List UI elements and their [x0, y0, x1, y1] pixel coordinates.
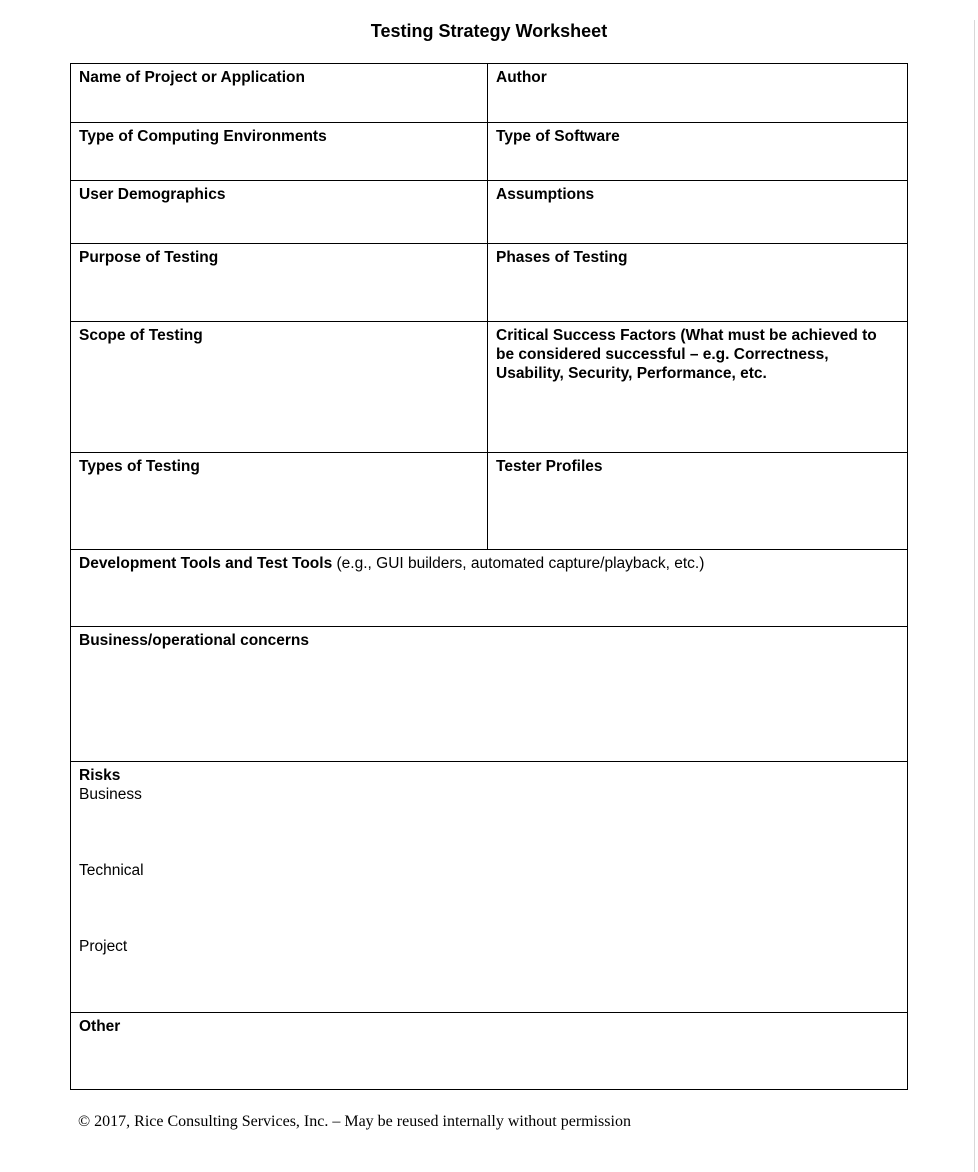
table-row — [71, 244, 908, 322]
table-row — [71, 123, 908, 181]
copyright-footer: © 2017, Rice Consulting Services, Inc. – May be reused internally without permission — [78, 1113, 631, 1130]
table-row — [71, 453, 908, 550]
cell-critical-success-factors — [488, 322, 908, 453]
cell-phases-of-testing — [488, 244, 908, 322]
table-row — [71, 627, 908, 762]
field-label: Purpose of Testing — [79, 249, 219, 266]
cell-purpose-of-testing — [71, 244, 488, 322]
cell-computing-environments — [71, 123, 488, 181]
page-edge-line — [974, 20, 975, 1172]
field-label: Scope of Testing — [79, 327, 203, 344]
field-label: Phases of Testing — [496, 249, 628, 266]
cell-risks — [71, 762, 908, 1013]
field-label: Risks — [79, 767, 121, 784]
cell-development-tools — [71, 550, 908, 627]
cell-assumptions — [488, 181, 908, 244]
table-row — [71, 1013, 908, 1090]
field-label: Tester Profiles — [496, 458, 603, 475]
field-label: Assumptions — [496, 186, 595, 203]
risk-subitem-project: Project — [79, 938, 128, 955]
field-label: Name of Project or Application — [79, 69, 305, 86]
cell-user-demographics — [71, 181, 488, 244]
table-row — [71, 64, 908, 123]
table-row — [71, 550, 908, 627]
cell-other — [71, 1013, 908, 1090]
field-label: Business/operational concerns — [79, 632, 309, 649]
worksheet-table — [70, 63, 908, 1090]
cell-business-concerns — [71, 627, 908, 762]
table-row — [71, 322, 908, 453]
field-label: User Demographics — [79, 186, 226, 203]
field-label: Type of Software — [496, 128, 620, 145]
field-label: Type of Computing Environments — [79, 128, 327, 145]
field-label: Types of Testing — [79, 458, 200, 475]
table-row — [71, 762, 908, 1013]
table-row — [71, 181, 908, 244]
cell-scope-of-testing — [71, 322, 488, 453]
risk-subitem-technical: Technical — [79, 862, 144, 879]
cell-project-name — [71, 64, 488, 123]
cell-software-type — [488, 123, 908, 181]
cell-author — [488, 64, 908, 123]
cell-types-of-testing — [71, 453, 488, 550]
field-label: Critical Success Factors (What must be achieved to be considered successful – e.g. Correctness, Usability, Security, Performance, etc. — [496, 327, 877, 382]
field-label: Development Tools and Test Tools — [79, 555, 333, 572]
cell-tester-profiles — [488, 453, 908, 550]
field-label: Other — [79, 1018, 121, 1035]
field-label: Author — [496, 69, 547, 86]
field-label-note: (e.g., GUI builders, automated capture/playback, etc.) — [332, 555, 705, 572]
risk-subitem-business: Business — [79, 786, 142, 803]
page-title: Testing Strategy Worksheet — [370, 21, 608, 41]
